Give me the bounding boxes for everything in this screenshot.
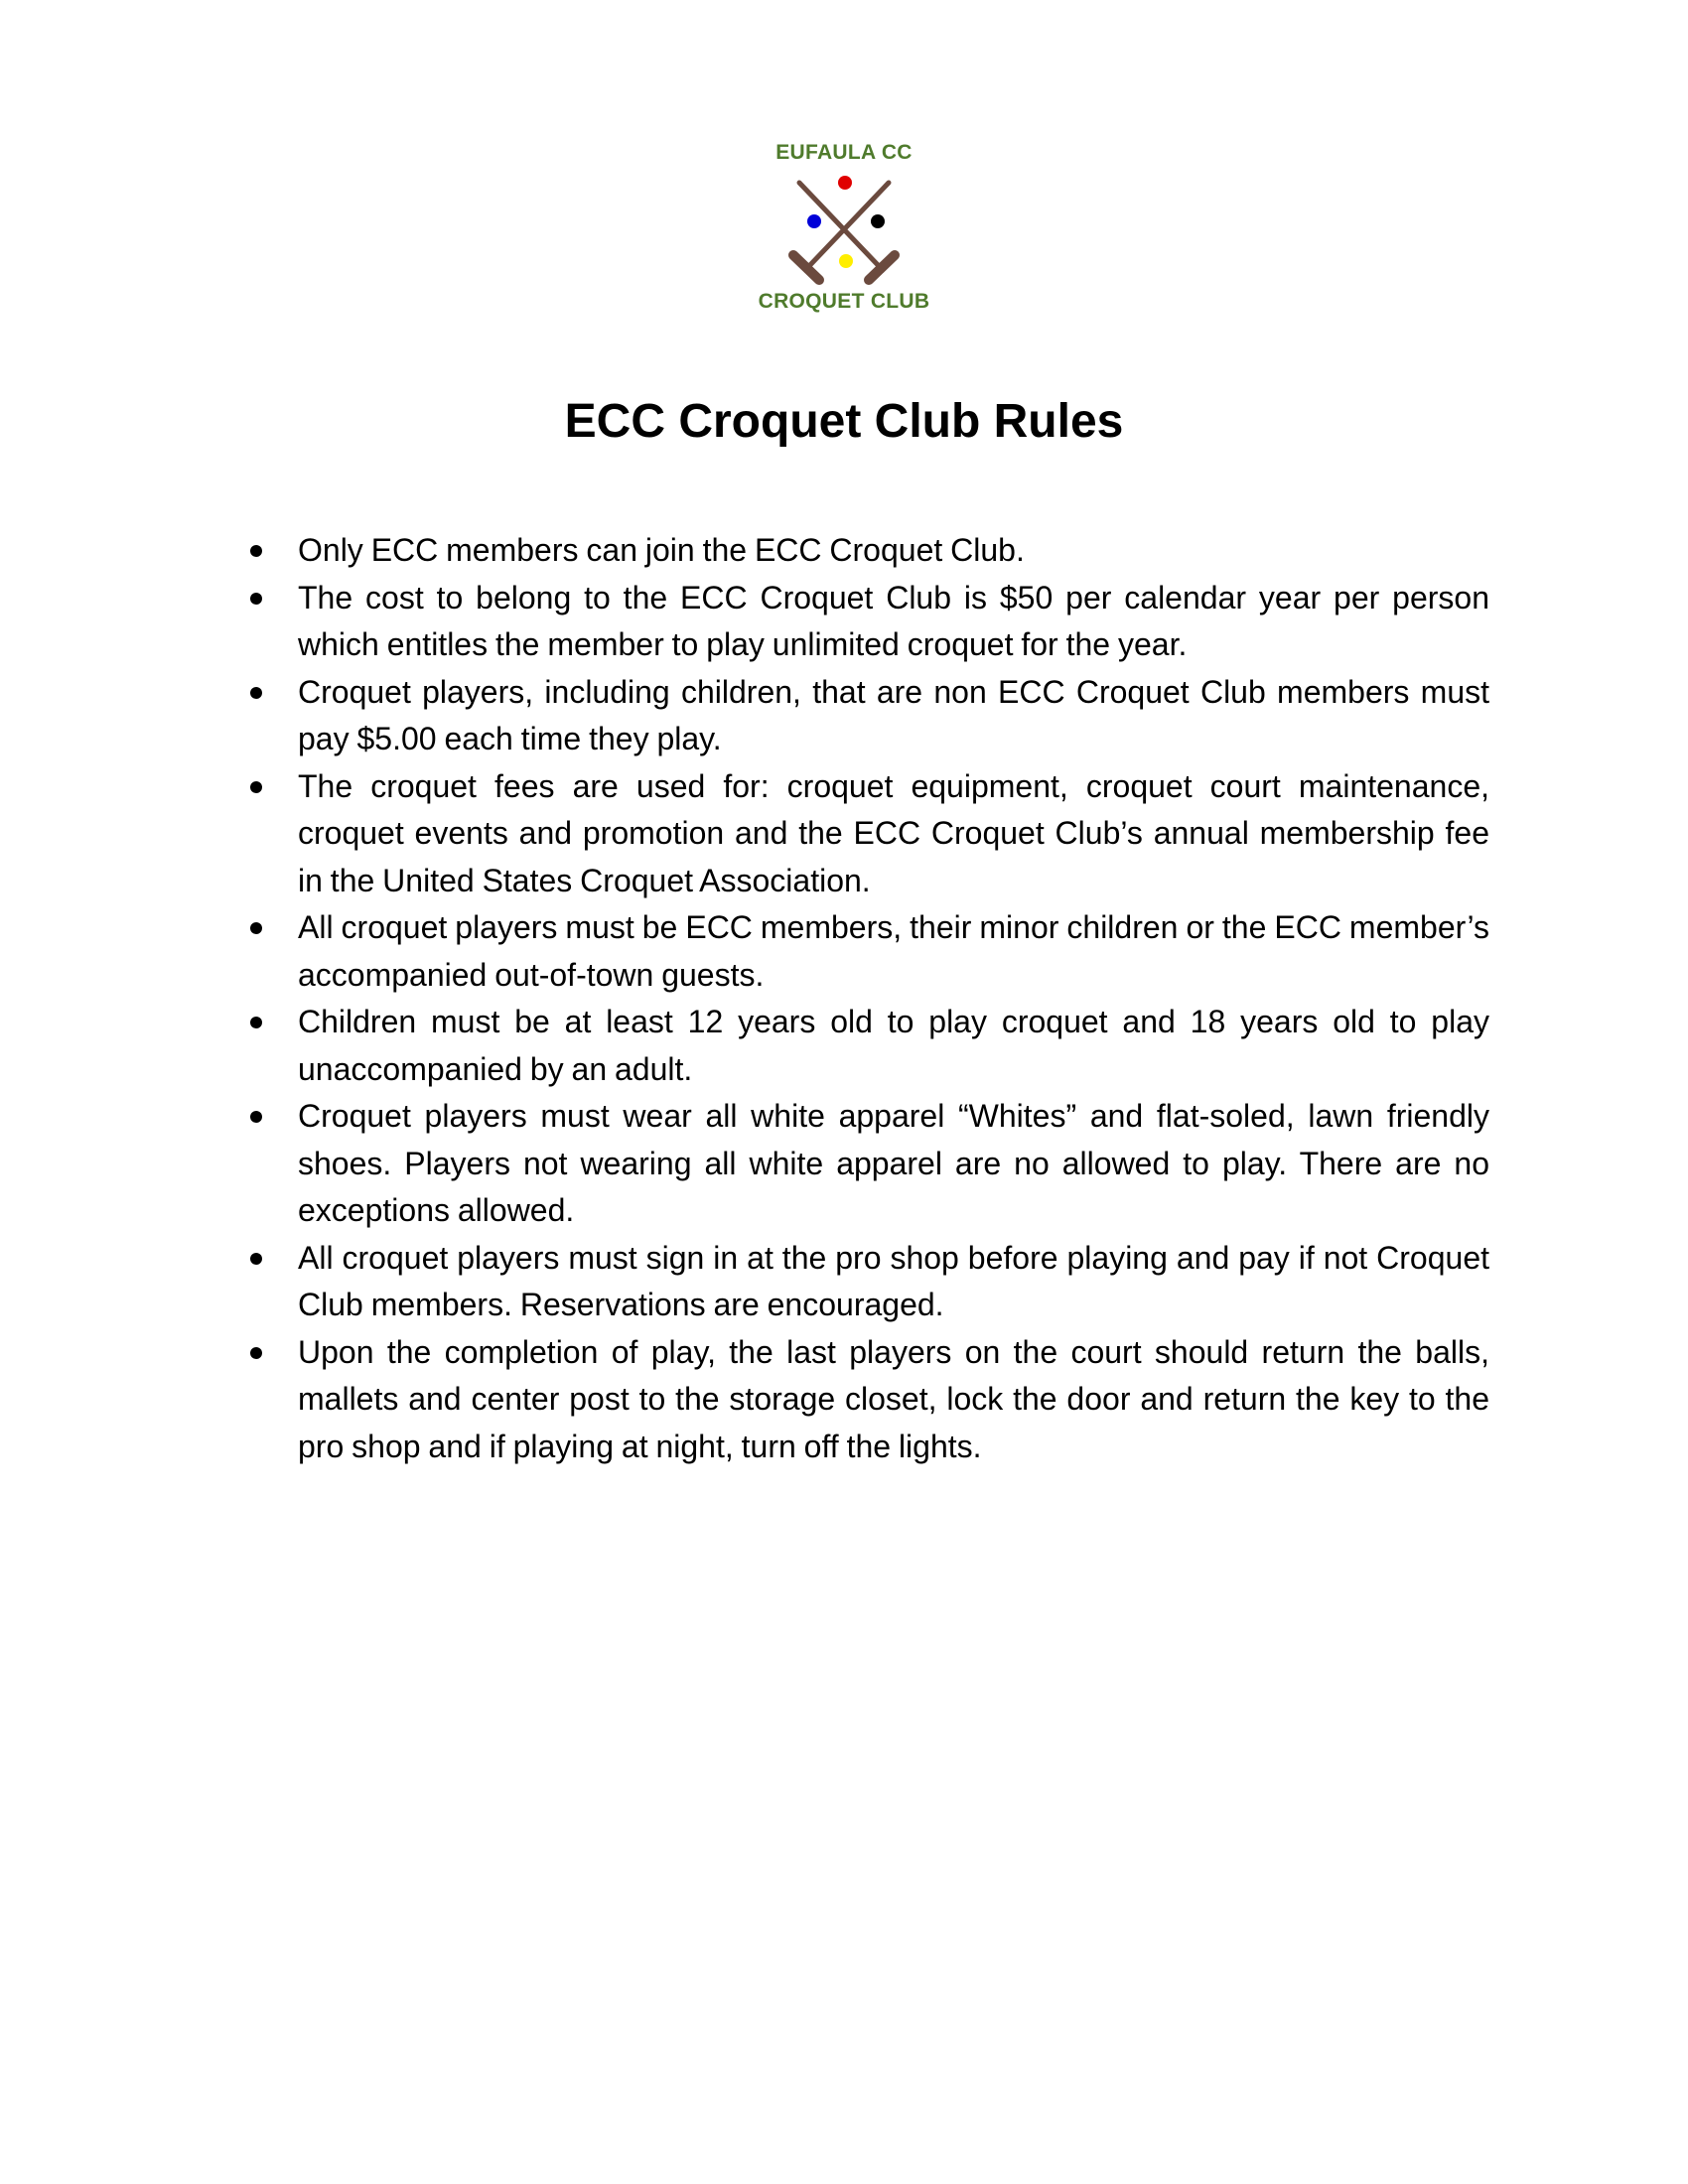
rule-item bbox=[250, 669, 1489, 763]
rule-text: Only ECC members can join the ECC Croquet Club. bbox=[298, 532, 1025, 568]
rule-text: Children must be at least 12 years old to play croquet and 18 years old to play unaccompanied by an adult. bbox=[298, 1004, 1489, 1087]
club-logo bbox=[728, 139, 960, 323]
rule-item bbox=[250, 1093, 1489, 1235]
bullet-icon bbox=[250, 1017, 262, 1028]
bullet-icon bbox=[250, 687, 262, 699]
bullet-icon bbox=[250, 1347, 262, 1359]
red-ball-icon bbox=[838, 176, 852, 190]
rule-item bbox=[250, 1235, 1489, 1329]
blue-ball-icon bbox=[807, 214, 821, 228]
bullet-icon bbox=[250, 545, 262, 557]
bullet-icon bbox=[250, 781, 262, 793]
rule-text: All croquet players must sign in at the pro shop before playing and pay if not Croquet Club members. Reservations are encouraged. bbox=[298, 1239, 1489, 1322]
rule-item bbox=[250, 1329, 1489, 1471]
rule-text: Upon the completion of play, the last players on the court should return the balls, mallets and center post to the storage closet, lock the door and return the key to the pro shop and if playing at night, turn off the lights. bbox=[298, 1333, 1489, 1464]
bullet-icon bbox=[250, 1111, 262, 1123]
rule-item bbox=[250, 999, 1489, 1093]
black-ball-icon bbox=[871, 214, 885, 228]
rules-list bbox=[250, 527, 1489, 1470]
bullet-icon bbox=[250, 922, 262, 934]
rule-text: The croquet fees are used for: croquet equipment, croquet court maintenance, croquet events and promotion and the ECC Croquet Club’s annual membership fee in the United States Croquet Association. bbox=[298, 767, 1489, 898]
logo-bottom-text: CROQUET CLUB bbox=[758, 290, 930, 313]
rule-item bbox=[250, 527, 1489, 575]
logo-top-text: EUFAULA CC bbox=[775, 141, 913, 164]
rule-text: The cost to belong to the ECC Croquet Club is $50 per calendar year per person which entitles the member to play unlimited croquet for the year. bbox=[298, 579, 1489, 662]
bullet-icon bbox=[250, 593, 262, 605]
rule-item bbox=[250, 904, 1489, 999]
yellow-ball-icon bbox=[839, 254, 853, 268]
bullet-icon bbox=[250, 1253, 262, 1265]
rule-item bbox=[250, 763, 1489, 905]
rule-text: All croquet players must be ECC members, their minor children or the ECC member’s accompanied out-of-town guests. bbox=[298, 909, 1489, 993]
rule-text: Croquet players, including children, that are non ECC Croquet Club members must pay $5.00 each time they play. bbox=[298, 673, 1489, 756]
rule-item bbox=[250, 575, 1489, 669]
rule-text: Croquet players must wear all white apparel “Whites” and flat-soled, lawn friendly shoes. Players not wearing all white apparel are no allowed to play. There are no exceptions allowed. bbox=[298, 1098, 1489, 1228]
crossed-mallets-icon bbox=[770, 175, 918, 286]
page-title: ECC Croquet Club Rules bbox=[564, 395, 1124, 448]
